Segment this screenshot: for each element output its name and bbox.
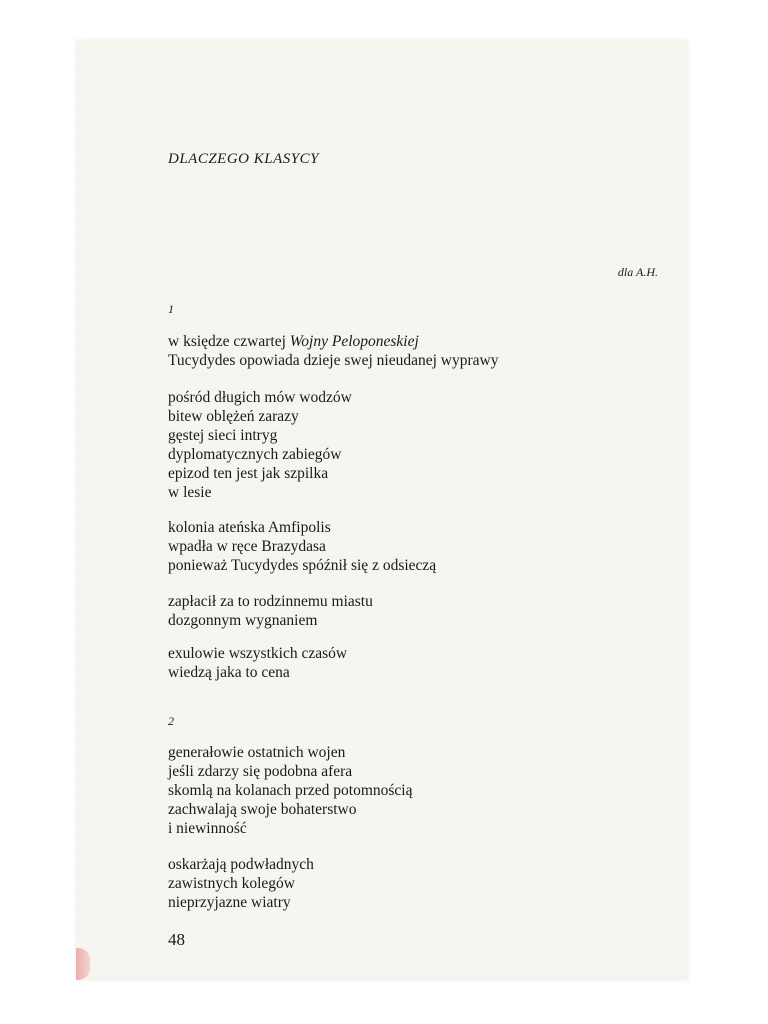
poem-line: exulowie wszystkich czasów (168, 645, 348, 662)
poem-line: zapłacił za to rodzinnemu miastu (168, 593, 373, 610)
section-number-1: 1 (168, 302, 174, 316)
poem-line (168, 332, 498, 351)
poem-line: zachwalają swoje bohaterstwo (168, 801, 357, 818)
stanza-1-5 (168, 644, 347, 682)
stanza-1-4 (168, 592, 373, 630)
stanza-1-1 (168, 332, 498, 370)
stanza-1-2 (168, 388, 352, 502)
page-number: 48 (168, 930, 185, 949)
book-page (76, 40, 688, 980)
poem-line: bitew oblężeń zarazy (168, 408, 299, 425)
poem-line: dyplomatycznych zabiegów (168, 446, 342, 463)
poem-line: gęstej sieci intryg (168, 427, 278, 444)
poem-line: nieprzyjazne wiatry (168, 894, 291, 911)
book-title-italic: Wojny Peloponeskiej (289, 333, 419, 350)
poem-line: i niewinność (168, 820, 247, 837)
stanza-2-1 (168, 743, 412, 838)
poem-line: generałowie ostatnich wojen (168, 744, 346, 761)
poem-line: oskarżają podwładnych (168, 856, 314, 873)
dedication: dla A.H. (617, 265, 658, 279)
stanza-2-2 (168, 855, 314, 912)
poem-line: jeśli zdarzy się podobna afera (168, 763, 353, 780)
page-texture (76, 40, 688, 980)
poem-line: w lesie (168, 484, 212, 501)
poem-line: epizod ten jest jak szpilka (168, 465, 329, 482)
poem-line: kolonia ateńska Amfipolis (168, 519, 331, 536)
poem-title: DLACZEGO KLASYCY (168, 151, 319, 167)
poem-line-text: w księdze czwartej (168, 333, 290, 350)
stanza-1-3 (168, 518, 436, 575)
poem-line: ponieważ Tucydydes spóźnił się z odsieczą (168, 557, 437, 574)
poem-line: wpadła w ręce Brazydasa (168, 538, 326, 555)
poem-line: Tucydydes opowiada dzieje swej nieudanej wyprawy (168, 352, 499, 369)
poem-line: skomlą na kolanach przed potomnością (168, 782, 413, 799)
poem-line: zawistnych kolegów (168, 875, 295, 892)
poem-line: pośród długich mów wodzów (168, 389, 352, 406)
poem-line: dozgonnym wygnaniem (168, 612, 318, 629)
section-number-2: 2 (168, 714, 174, 728)
poem-line: wiedzą jaka to cena (168, 664, 290, 681)
